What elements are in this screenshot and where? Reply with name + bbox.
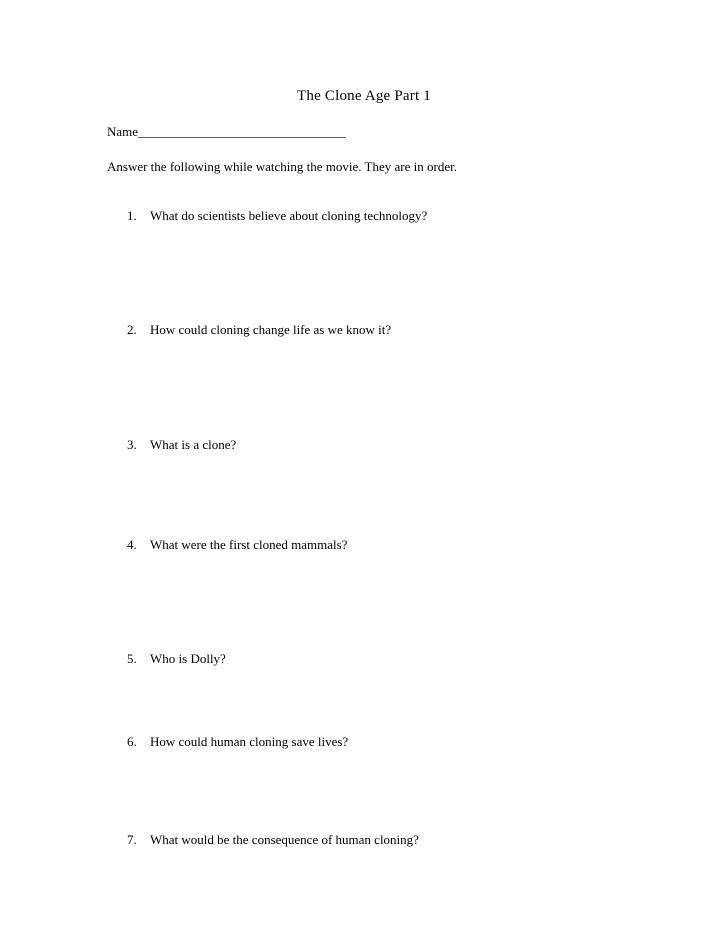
question-number: 1. [127, 208, 137, 223]
question-text: What is a clone? [150, 437, 237, 452]
question-text: What were the first cloned mammals? [150, 537, 348, 552]
name-field-line: Name________________________________ [107, 124, 347, 139]
page-title: The Clone Age Part 1 [297, 88, 431, 104]
question-number: 7. [127, 832, 137, 847]
question-number: 6. [127, 734, 137, 749]
question-number: 2. [127, 322, 137, 337]
question-text: Who is Dolly? [150, 651, 226, 666]
question-text: How could cloning change life as we know it? [150, 322, 392, 337]
question-text: How could human cloning save lives? [150, 734, 349, 749]
question-number: 3. [127, 437, 137, 452]
question-text: What do scientists believe about cloning technology? [150, 208, 428, 223]
question-number: 4. [127, 537, 137, 552]
instructions-text: Answer the following while watching the movie. They are in order. [107, 159, 457, 174]
question-text: What would be the consequence of human cloning? [150, 832, 419, 847]
question-number: 5. [127, 651, 137, 666]
